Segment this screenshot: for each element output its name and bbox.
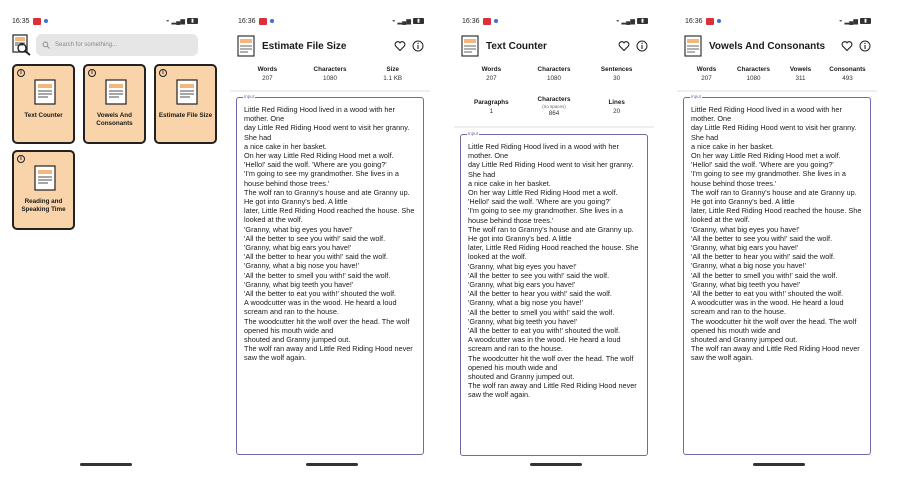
tile-reading-speaking-time[interactable] (12, 150, 75, 230)
divider (454, 126, 654, 128)
status-bar (685, 15, 871, 27)
app-logo-icon (10, 34, 32, 56)
info-icon[interactable] (412, 40, 424, 52)
phone-text-counter (454, 8, 654, 478)
document-icon (683, 35, 703, 57)
battery-icon: ▮ (637, 18, 648, 24)
stats-row (236, 66, 424, 83)
tile-vowels-consonants[interactable] (83, 64, 146, 144)
info-icon[interactable]: i (88, 69, 96, 77)
home-indicator[interactable] (306, 463, 358, 466)
info-icon[interactable]: i (17, 69, 25, 77)
home-indicator[interactable] (80, 463, 132, 466)
divider (677, 90, 877, 92)
status-icons (166, 18, 198, 25)
text-input-area[interactable] (236, 94, 424, 455)
status-time: 16:35 (12, 17, 30, 25)
divider (230, 90, 430, 92)
status-time: 16:36 (462, 17, 480, 25)
info-icon[interactable]: i (159, 69, 167, 77)
notification-dot-icon (494, 19, 498, 23)
notification-badge-icon (259, 18, 267, 25)
input-label: Input (468, 131, 479, 136)
notification-dot-icon (270, 19, 274, 23)
info-icon[interactable] (859, 40, 871, 52)
search-row (10, 34, 198, 56)
battery-icon: ▮ (860, 18, 871, 24)
stat-lines: Lines 20 (608, 99, 625, 115)
input-text: Little Red Riding Hood lived in a wood with her mother. One day Little Red Riding Hood went to visit her granny. She had a nice cake in her basket. On her way Little Red Riding Hood met a wolf. 'Hello!' said the wolf. 'Where are you going?' 'I'm going to see my grandmother. She lives in a house behind those trees.' The wolf ran to Granny's house and ate Granny up. He got into Granny's bed. A little later, Little Red Riding Hood reached the house. She looked at the wolf. 'Granny, what big eyes you have!' 'All the better to see you with!' said the wolf. 'Granny, what big ears you have!' 'All the better to hear you with!' said the wolf. 'Granny, what a big nose you have!' 'All the better to smell you with!' said the wolf. 'Granny, what big teeth you have!' 'All the better to eat you with!' shouted the wolf. A woodcutter was in the wood. He heard a loud scream and ran to the house. The woodcutter hit the wolf over the head. The wolf opened his mouth wide and shouted and Granny jumped out. The wolf ran away and Little Red Riding Hood never saw the wolf again. (468, 142, 639, 400)
input-text: Little Red Riding Hood lived in a wood with her mother. One day Little Red Riding Hood went to visit her granny. She had a nice cake in her basket. On her way Little Red Riding Hood met a wolf. 'Hello!' said the wolf. 'Where are you going?' 'I'm going to see my grandmother. She lives in a house behind those trees.' The wolf ran to Granny's house and ate Granny up. He got into Granny's bed. A little later, Little Red Riding Hood reached the house. She looked at the wolf. 'Granny, what big eyes you have!' 'All the better to see you with!' said the wolf. 'Granny, what big ears you have!' 'All the better to hear you with!' said the wolf. 'Granny, what a big nose you have!' 'All the better to smell you with!' said the wolf. 'Granny, what big teeth you have!' 'All the better to eat you with!' shouted the wolf. A woodcutter was in the wood. He heard a loud scream and ran to the house. The woodcutter hit the wolf over the head. The wolf opened his mouth wide and shouted and Granny jumped out. The wolf ran away and Little Red Riding Hood never saw the wolf again. (691, 105, 862, 363)
notification-badge-icon (483, 18, 491, 25)
wifi-icon: ◒ (165, 18, 170, 24)
status-bar (12, 15, 198, 27)
stat-sentences: Sentences 30 (600, 66, 633, 82)
search-icon (42, 41, 50, 49)
page-title: Vowels And Consonants (709, 40, 826, 52)
status-time: 16:36 (238, 17, 256, 25)
notification-dot-icon (717, 19, 721, 23)
input-label: Input (691, 94, 702, 99)
page-title: Text Counter (486, 40, 547, 52)
tile-estimate-file-size[interactable] (154, 64, 217, 144)
status-time: 16:36 (685, 17, 703, 25)
phone-vowels-consonants (677, 8, 877, 478)
stat-words: Words 207 (257, 66, 278, 82)
input-label: Input (244, 94, 255, 99)
favorite-heart-icon[interactable] (618, 40, 630, 52)
tile-label: Estimate File Size (158, 112, 213, 119)
battery-icon: ▮ (413, 18, 424, 24)
app-header (683, 34, 871, 58)
phone-home (4, 8, 213, 478)
stats-row-1 (460, 66, 648, 83)
tile-label: Reading and Speaking Time (21, 198, 66, 213)
stat-characters: Characters 1080 (737, 66, 770, 82)
text-input-area[interactable] (460, 131, 648, 456)
wifi-icon: ◒ (838, 18, 843, 24)
document-icon (32, 164, 58, 192)
signal-icon: ▂▄▆ (621, 18, 635, 25)
info-icon[interactable]: i (17, 155, 25, 163)
stat-words: Words 207 (696, 66, 717, 82)
document-icon (460, 35, 480, 57)
stat-characters: Characters 1080 (313, 66, 347, 82)
favorite-heart-icon[interactable] (394, 40, 406, 52)
notification-badge-icon (33, 18, 41, 25)
page-title: Estimate File Size (262, 40, 347, 52)
wifi-icon: ◒ (615, 18, 620, 24)
document-icon (32, 78, 58, 106)
notification-badge-icon (706, 18, 714, 25)
stat-size: Size 1.1 KB (383, 66, 403, 82)
search-input[interactable] (36, 34, 198, 56)
stat-vowels: Vowels 311 (789, 66, 812, 82)
tile-label: Text Counter (24, 112, 63, 119)
app-header (460, 34, 648, 58)
app-header (236, 34, 424, 58)
notification-dot-icon (44, 19, 48, 23)
search-placeholder: Search for something... (55, 42, 118, 48)
tile-text-counter[interactable] (12, 64, 75, 144)
favorite-heart-icon[interactable] (841, 40, 853, 52)
stat-characters: Characters 1080 (537, 66, 571, 82)
status-bar (462, 15, 648, 27)
home-indicator[interactable] (753, 463, 805, 466)
text-input-area[interactable] (683, 94, 871, 455)
input-text: Little Red Riding Hood lived in a wood with her mother. One day Little Red Riding Hood went to visit her granny. She had a nice cake in her basket. On her way Little Red Riding Hood met a wolf. 'Hello!' said the wolf. 'Where are you going?' 'I'm going to see my grandmother. She lives in a house behind those trees.' The wolf ran to Granny's house and ate Granny up. He got into Granny's bed. A little later, Little Red Riding Hood reached the house. She looked at the wolf. 'Granny, what big eyes you have!' 'All the better to see you with!' said the wolf. 'Granny, what big ears you have!' 'All the better to hear you with!' said the wolf. 'Granny, what a big nose you have!' 'All the better to smell you with!' said the wolf. 'Granny, what big teeth you have!' 'All the better to eat you with!' shouted the wolf. A woodcutter was in the wood. He heard a loud scream and ran to the house. The woodcutter hit the wolf over the head. The wolf opened his mouth wide and shouted and Granny jumped out. The wolf ran away and Little Red Riding Hood never saw the wolf again. (244, 105, 415, 363)
stats-row-2 (460, 96, 648, 118)
signal-icon: ▂▄▆ (171, 18, 185, 25)
signal-icon: ▂▄▆ (844, 18, 858, 25)
stats-row (683, 66, 871, 83)
stat-characters-no-spaces: Characters (no spaces) 864 (537, 96, 571, 117)
stat-consonants: Consonants 493 (829, 66, 866, 82)
document-icon (174, 78, 200, 106)
wifi-icon: ◒ (391, 18, 396, 24)
phone-estimate-file-size (230, 8, 430, 478)
battery-icon: ▮ (187, 18, 198, 24)
stat-paragraphs: Paragraphs 1 (474, 99, 509, 115)
tile-label: Vowels And Consonants (96, 112, 133, 127)
home-indicator[interactable] (530, 463, 582, 466)
document-icon (236, 35, 256, 57)
status-bar (238, 15, 424, 27)
status-icons (392, 18, 424, 25)
info-icon[interactable] (636, 40, 648, 52)
status-icons (839, 18, 871, 25)
stat-words: Words 207 (481, 66, 502, 82)
document-icon (103, 78, 129, 106)
status-icons (616, 18, 648, 25)
signal-icon: ▂▄▆ (397, 18, 411, 25)
